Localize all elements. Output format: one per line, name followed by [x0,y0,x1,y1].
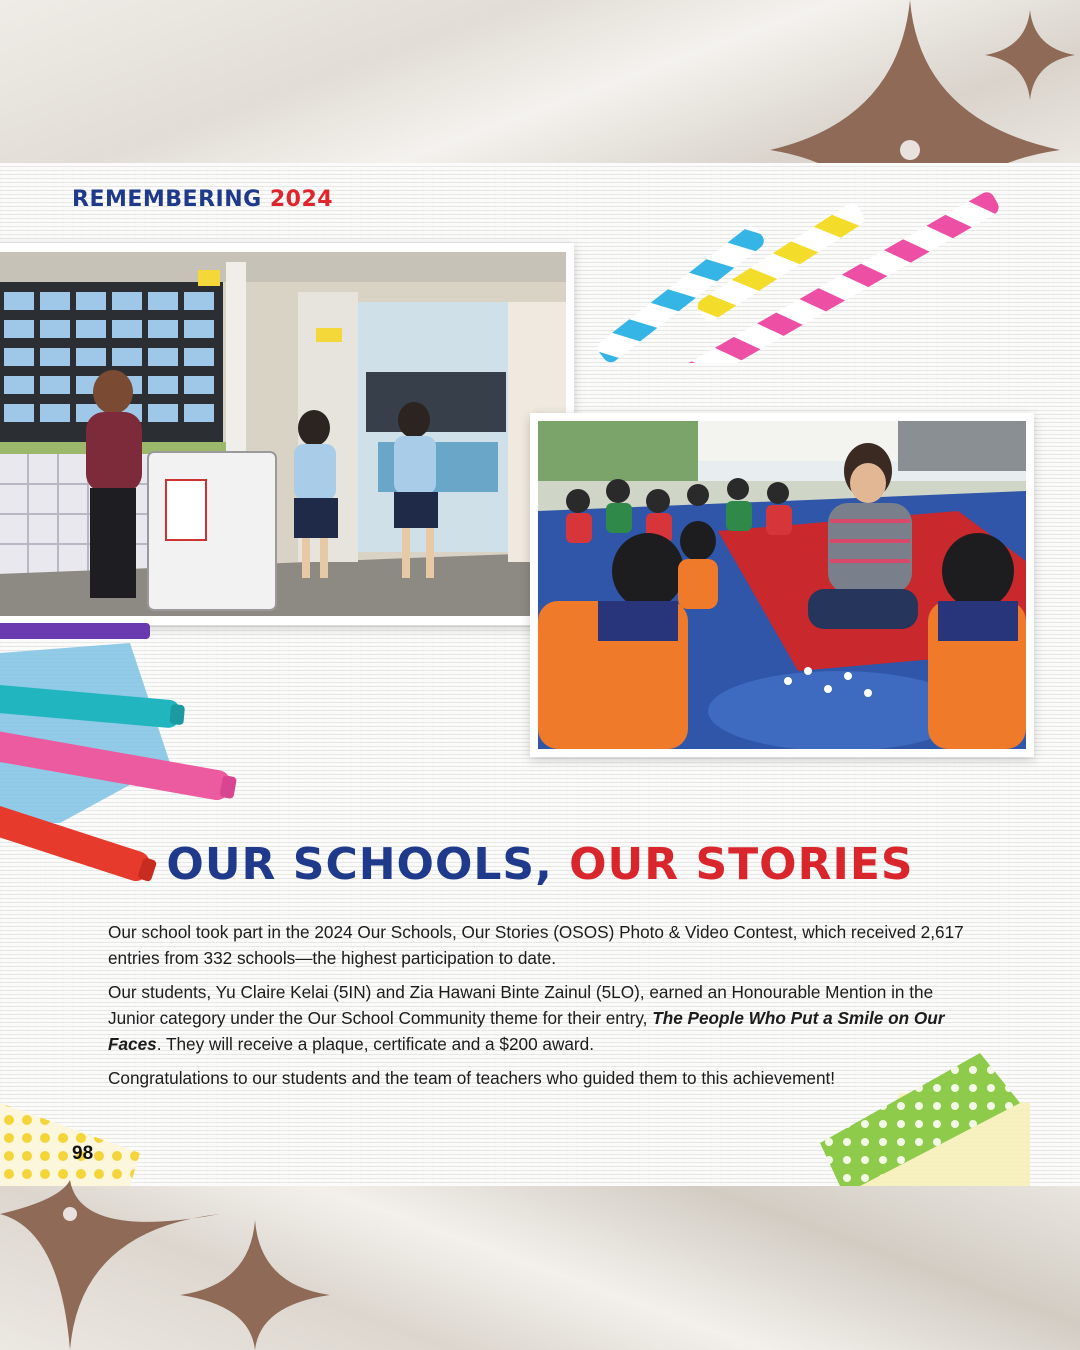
award-text-after: . They will receive a plaque, certificate and a $200 award. [156,1034,594,1054]
yellow-dotted-tape-icon [0,1093,150,1186]
entry-title: The People Who Put a Smile on Our Faces [108,1008,945,1054]
header-word-year: 2024 [269,187,334,212]
title-part-our-schools: OUR SCHOOLS, [166,839,553,890]
decorative-straws-icon [570,163,1030,363]
yearbook-page [0,163,1080,1186]
article-title [0,839,1080,890]
sparkle-small-top-icon [985,10,1075,100]
award-text-before: Our students, Yu Claire Kelai (5IN) and Zia Hawani Binte Zainul (5LO), earned an Honourable Mention in the Junior category under the Our School Community theme for their entry, [108,982,934,1028]
green-dotted-tape-icon [820,1043,1030,1186]
sparkle-small-bottom-icon [180,1220,330,1350]
play-photo [538,421,1026,749]
title-part-our-stories: OUR STORIES [569,839,914,890]
paragraph-congratulations: Congratulations to our students and the team of teachers who guided them to this achievement! [108,1068,836,1088]
play-photo-frame [530,413,1034,757]
hallway-photo-frame [0,243,574,625]
header-word-remembering: REMEMBERING [72,187,262,212]
section-header [72,187,333,212]
paragraph-contest: Our school took part in the 2024 Our Schools, Our Stories (OSOS) Photo & Video Contest, which received 2,617 entries from 332 schools—the highest participation to date. [108,922,964,968]
hallway-photo [0,252,566,616]
page-number: 98 [72,1143,94,1164]
